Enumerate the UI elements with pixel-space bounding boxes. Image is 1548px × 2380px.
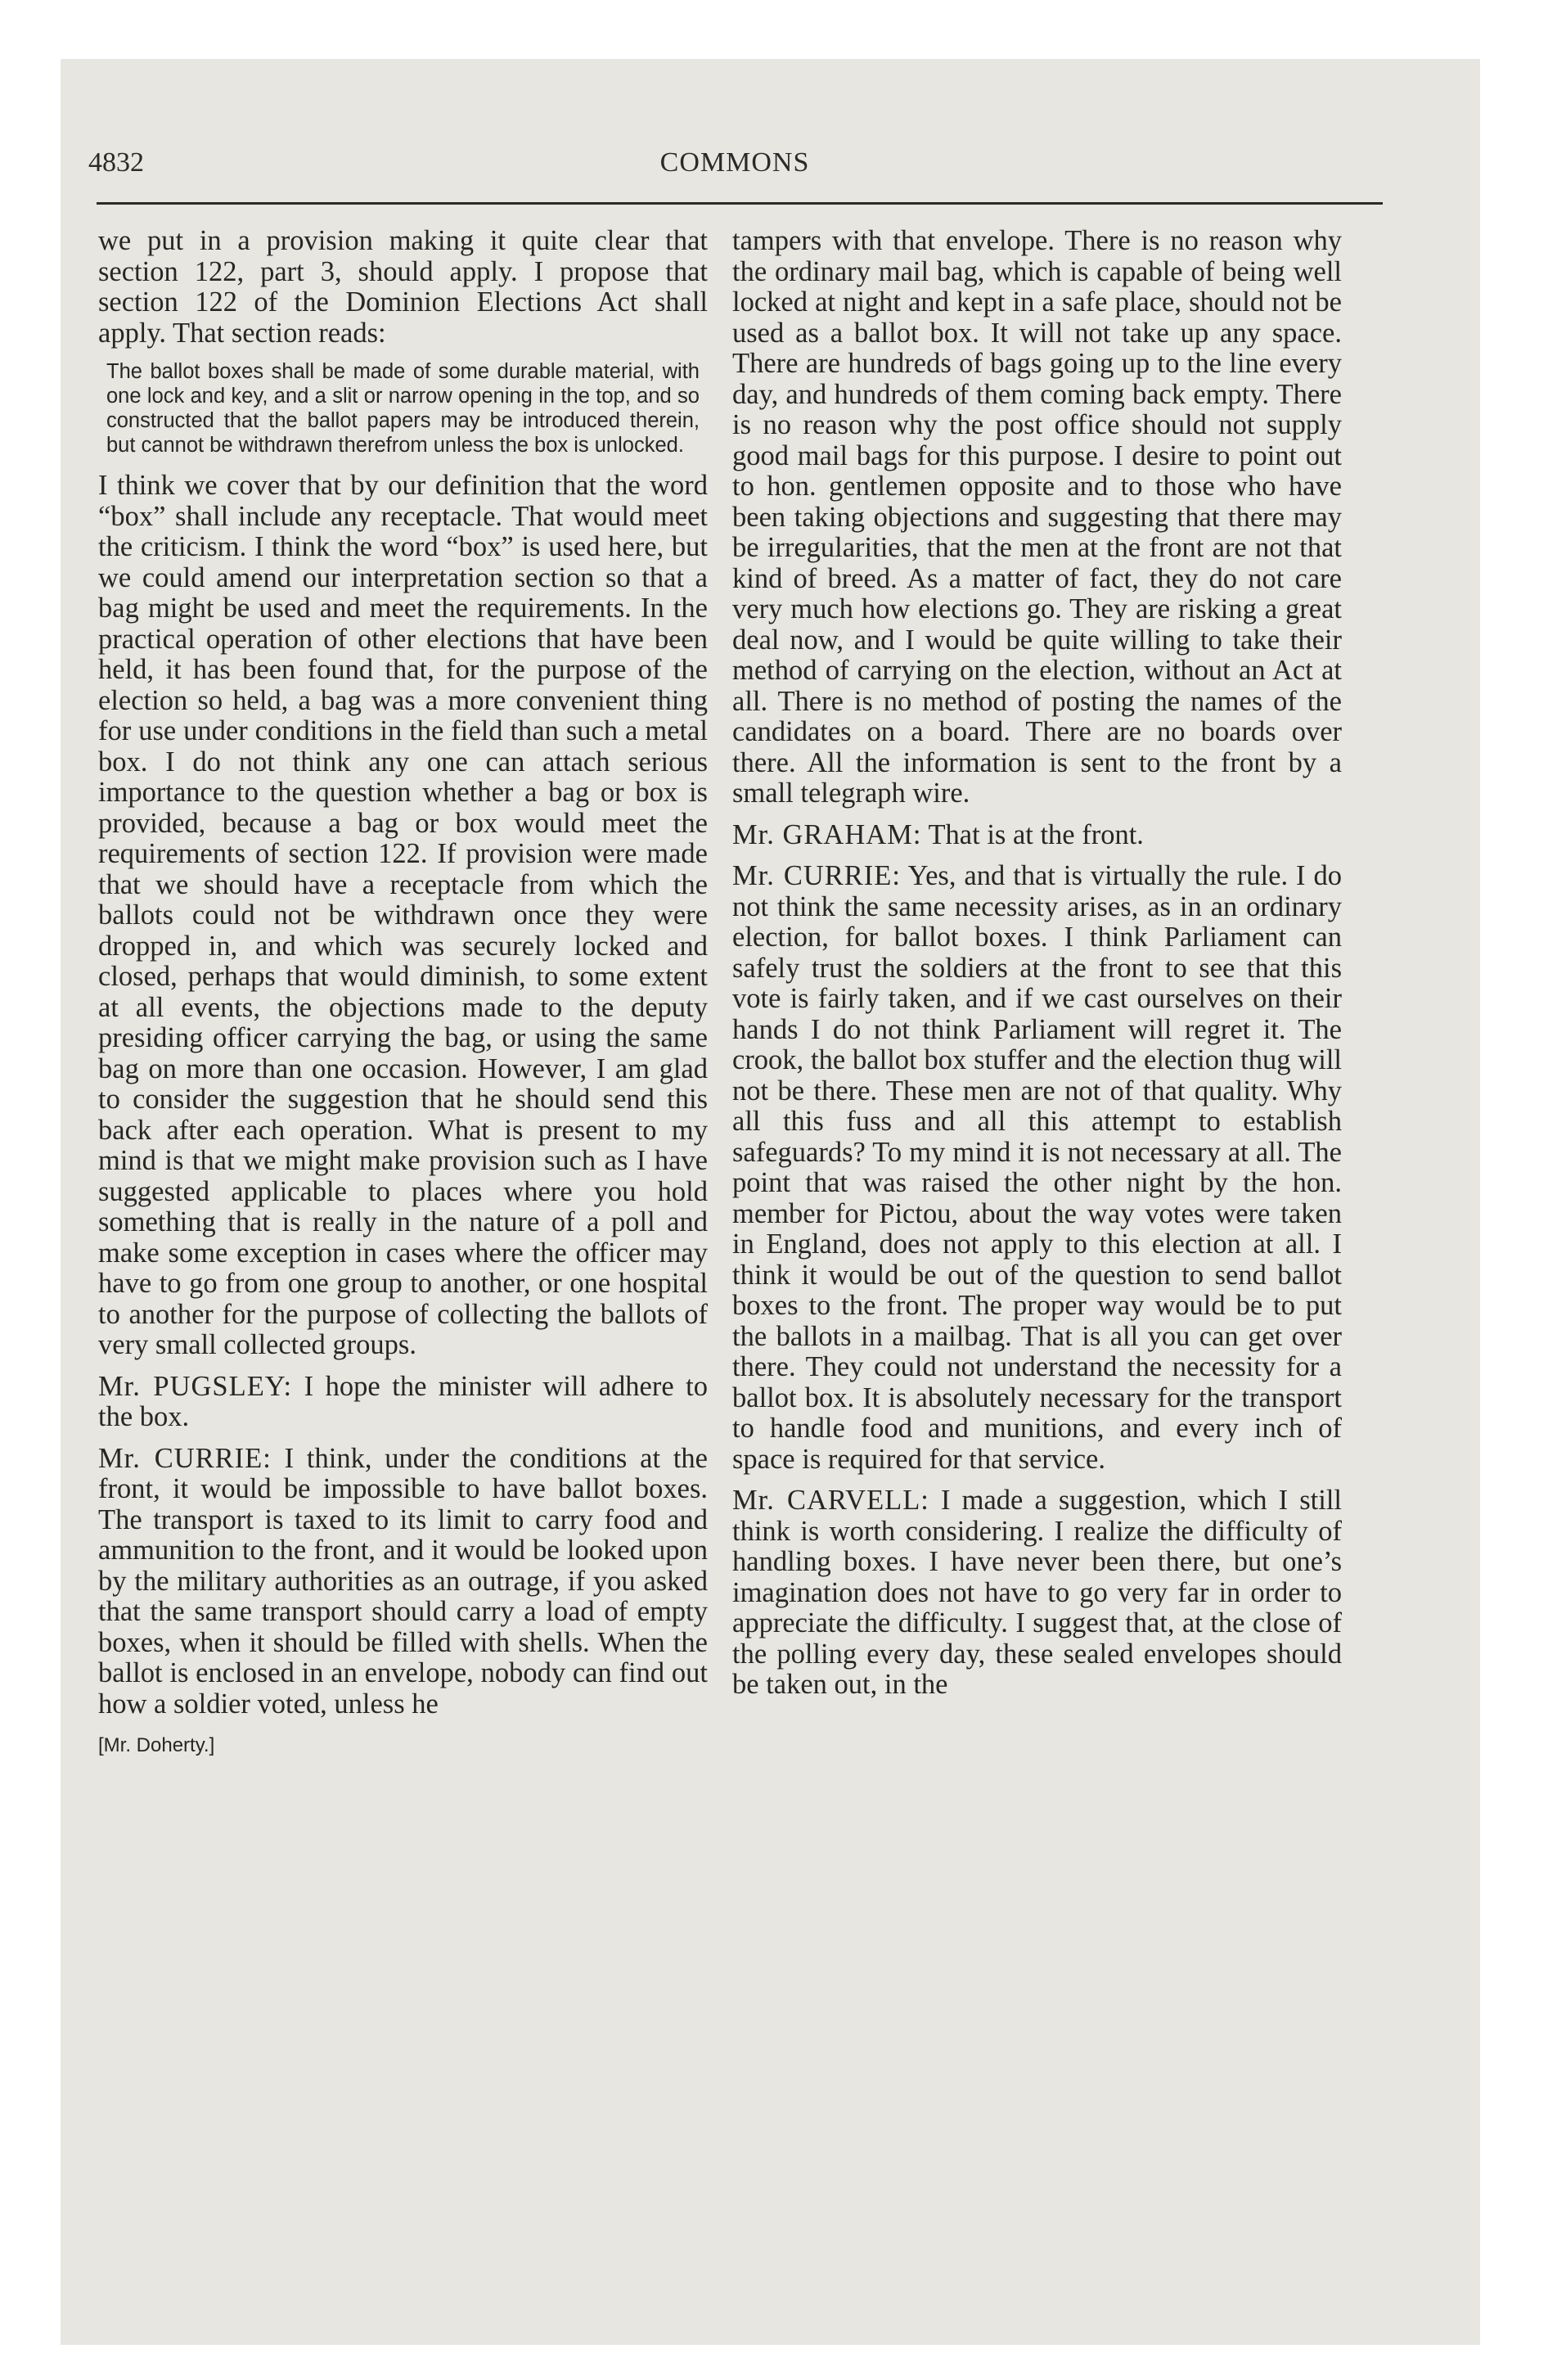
statute-quote: The ballot boxes shall be made of some durable material, with one lock and key, and a slit or narrow opening in the top, and so constructed that the ballot papers may be introduced therein, but cannot be withdrawn therefrom unless the box is unlocked.: [106, 360, 700, 457]
speaker-name: Mr. GRAHAM:: [732, 818, 922, 850]
speech-paragraph: [732, 861, 1342, 1475]
speech-paragraph: [98, 1372, 708, 1433]
paragraph: I think we cover that by our definition that the word “box” shall include any receptacle. That would meet the criticism. I think the word “box” is used here, but we could amend our interpretation section so that a bag might be used and meet the requirements. In the practical operation of other elections that have been held, it has been found that, for the purpose of the election so held, a bag was a more convenient thing for use under conditions in the field than such a metal box. I do not think any one can attach serious importance to the question whether a bag or box is provided, because a bag or box would meet the requirements of section 122. If provision were made that we should have a receptacle from which the ballots could not be withdrawn once they were dropped in, and which was securely locked and closed, perhaps that would diminish, to some extent at all events, the objections made to the deputy presiding officer carrying the bag, or using the same bag on more than one occasion. However, I am glad to consider the suggestion that he should send this back after each operation. What is present to my mind is that we might make provision such as I have suggested applicable to places where you hold something that is really in the nature of a poll and make some exception in cases where the officer may have to go from one group to another, or one hospital to another for the purpose of collecting the ballots of very small collected groups.: [98, 470, 708, 1360]
speech-paragraph: [98, 1444, 708, 1720]
paragraph: tampers with that envelope. There is no reason why the ordinary mail bag, which is capable of being well locked at night and kept in a safe place, should not be used as a ballot box. It will not take up any space. There are hundreds of bags going up to the line every day, and hundreds of them coming back empty. There is no reason why the post office should not supply good mail bags for this purpose. I desire to point out to hon. gentlemen opposite and to those who have been taking objections and suggesting that there may be irregularities, that the men at the front are not that kind of breed. As a matter of fact, they do not care very much how elections go. They are risking a great deal now, and I would be quite willing to take their method of carrying on the election, without an Act at all. There is no method of posting the names of the candidates on a board. There are no boards over there. All the information is sent to the front by a small telegraph wire.: [732, 225, 1342, 809]
speaker-name: Mr. PUGSLEY:: [98, 1370, 293, 1402]
speaker-name: Mr. CURRIE:: [98, 1442, 272, 1474]
speaker-footer: [Mr. Doherty.]: [98, 1734, 215, 1756]
speech-paragraph: [732, 820, 1342, 851]
speech-text: I hope the minister will adhere to the box.: [98, 1370, 709, 1432]
speech-text: I think, under the conditions at the front, it would be impossible to have ballot boxes. The transport is taxed to its limit to carry food and ammunition to the front, and it would be looked upon by the military authorities as an outrage, if you asked that the same transport should carry a load of empty boxes, when it should be filled with shells. When the ballot is enclosed in an envelope, nobody can find out how a soldier voted, unless he: [98, 1442, 708, 1720]
header-rule: [97, 202, 1383, 205]
right-column: [732, 226, 1342, 1711]
page-number: 4832: [88, 147, 144, 178]
speaker-name: Mr. CARVELL:: [732, 1485, 929, 1516]
speech-text: I made a suggestion, which I still think is worth considering. I realize the difficulty of handling boxes. I have never been there, but one’s imagination does not have to go very far in order to appreciate the difficulty. I suggest that, at the close of the polling every day, these sealed envelopes should be taken out, in the: [732, 1485, 1343, 1700]
speech-text: Yes, and that is virtually the rule. I do not think the same necessity arises, as in an ordinary election, for ballot boxes. I think Parliament can safely trust the soldiers at the front to see that this vote is fairly taken, and if we cast ourselves on their hands I do not think Parliament will regret it. The crook, the ballot box stuffer and the election thug will not be there. These men are not of that quality. Why all this fuss and all this attempt to establish safeguards? To my mind it is not necessary at all. The point that was raised the other night by the hon. member for Pictou, about the way votes were taken in England, does not apply to this election at all. I think it would be out of the question to send ballot boxes to the front. The proper way would be to put the ballots in a mailbag. That is all you can get over there. They could not understand the necessity for a ballot box. It is absolutely necessary for the transport to handle food and munitions, and every inch of space is required for that service.: [732, 860, 1342, 1475]
running-head: COMMONS: [659, 147, 810, 178]
left-column: [98, 226, 708, 1772]
paragraph: we put in a provision making it quite clear that section 122, part 3, should apply. I propose that section 122 of the Dominion Elections Act shall apply. That section reads:: [98, 225, 708, 349]
speech-text: That is at the front.: [928, 818, 1144, 850]
page-header: [88, 141, 1381, 190]
speech-paragraph: [732, 1485, 1342, 1701]
speaker-name: Mr. CURRIE:: [732, 860, 901, 891]
